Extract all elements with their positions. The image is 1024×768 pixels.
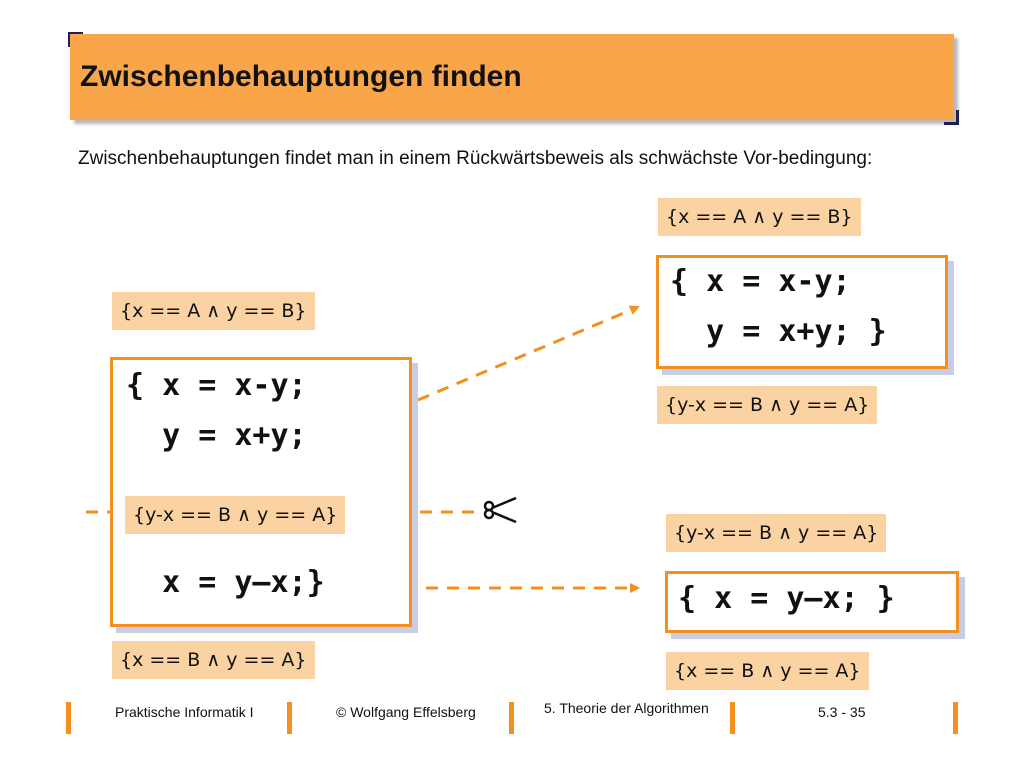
footer-course: Praktische Informatik I <box>115 704 254 720</box>
right-top-code-line-1: { x = x-y; <box>670 264 851 299</box>
left-intermediate-assertion: {y-x == B ∧ y == A} <box>125 496 345 534</box>
arrow-to-top-right <box>418 307 638 400</box>
footer-page-number: 5.3 - 35 <box>818 704 866 720</box>
right-bottom-code-line: { x = y–x; } <box>678 581 895 616</box>
left-precondition: {x == A ∧ y == B} <box>112 292 315 330</box>
footer-author: © Wolfgang Effelsberg <box>336 704 476 720</box>
right-top-postcondition: {y-x == B ∧ y == A} <box>657 386 877 424</box>
left-code-line-2: y = x+y; <box>126 418 307 453</box>
scissors-icon <box>485 498 516 522</box>
footer-divider <box>66 702 71 734</box>
left-code-line-1: { x = x-y; <box>126 368 307 403</box>
right-top-code-line-2: y = x+y; } <box>670 314 887 349</box>
footer-divider <box>287 702 292 734</box>
footer-divider <box>953 702 958 734</box>
title-corner-bottom-right <box>944 110 959 125</box>
footer-chapter: 5. Theorie der Algorithmen <box>544 700 709 716</box>
slide-title: Zwischenbehauptungen finden <box>80 60 522 93</box>
right-bottom-precondition: {y-x == B ∧ y == A} <box>666 514 886 552</box>
left-code-line-3: x = y–x;} <box>126 565 325 600</box>
title-bar <box>70 34 954 120</box>
intro-text: Zwischenbehauptungen findet man in einem Rückwärtsbeweis als schwächste Vor-bedingung: <box>78 148 873 169</box>
footer-divider <box>509 702 514 734</box>
right-top-precondition: {x == A ∧ y == B} <box>658 198 861 236</box>
footer-divider <box>730 702 735 734</box>
left-postcondition: {x == B ∧ y == A} <box>112 641 315 679</box>
right-bottom-postcondition: {x == B ∧ y == A} <box>666 652 869 690</box>
